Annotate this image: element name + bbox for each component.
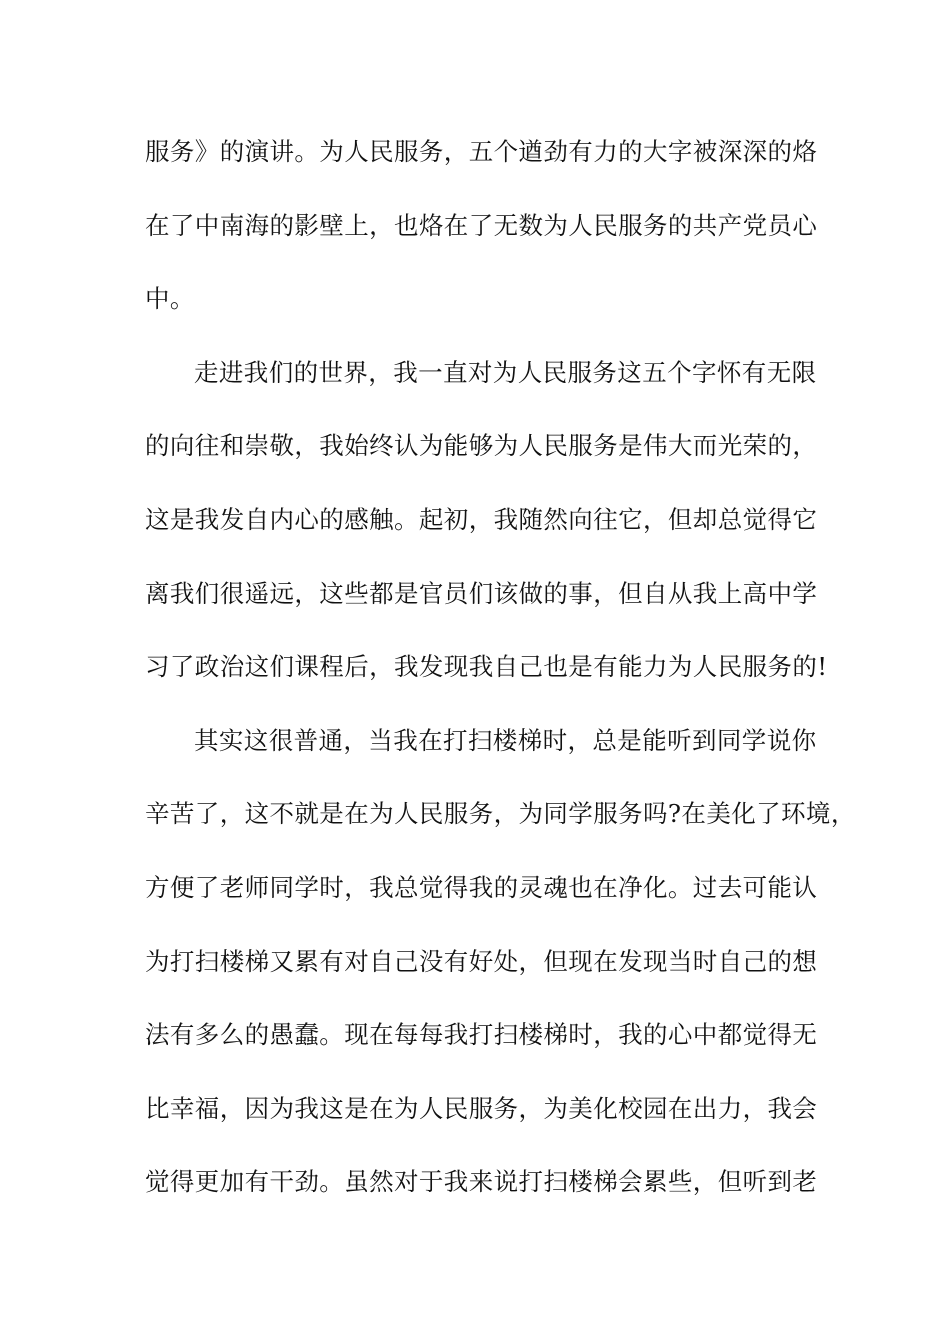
text-line: 在了中南海的影壁上，也烙在了无数为人民服务的共产党员心 bbox=[145, 210, 818, 240]
text-line: 辛苦了，这不就是在为人民服务，为同学服务吗?在美化了环境， bbox=[145, 799, 856, 829]
text-line: 服务》的演讲。为人民服务，五个遒劲有力的大字被深深的烙 bbox=[145, 137, 818, 166]
text-line: 中。 bbox=[145, 284, 195, 314]
paragraph-first-line: 其实这很普通，当我在打扫楼梯时，总是能听到同学说你 bbox=[194, 725, 817, 755]
paragraph-first-line: 走进我们的世界，我一直对为人民服务这五个字怀有无限 bbox=[194, 357, 817, 387]
text-line: 离我们很遥远，这些都是官员们该做的事，但自从我上高中学 bbox=[145, 578, 818, 608]
text-line: 为打扫楼梯又累有对自己没有好处，但现在发现当时自己的想 bbox=[145, 946, 818, 976]
text-line: 觉得更加有干劲。虽然对于我来说打扫楼梯会累些，但听到老 bbox=[145, 1167, 818, 1197]
text-line: 比幸福，因为我这是在为人民服务，为美化校园在出力，我会 bbox=[145, 1093, 818, 1123]
text-line: 法有多么的愚蠢。现在每每我打扫楼梯时，我的心中都觉得无 bbox=[145, 1020, 818, 1050]
body-text bbox=[145, 129, 856, 1233]
text-line: 这是我发自内心的感触。起初，我随然向往它，但却总觉得它 bbox=[145, 504, 818, 534]
text-line: 方便了老师同学时，我总觉得我的灵魂也在净化。过去可能认 bbox=[145, 872, 818, 902]
text-line: 习了政治这们课程后，我发现我自己也是有能力为人民服务的! bbox=[145, 652, 828, 682]
text-line: 的向往和崇敬，我始终认为能够为人民服务是伟大而光荣的， bbox=[145, 431, 818, 461]
